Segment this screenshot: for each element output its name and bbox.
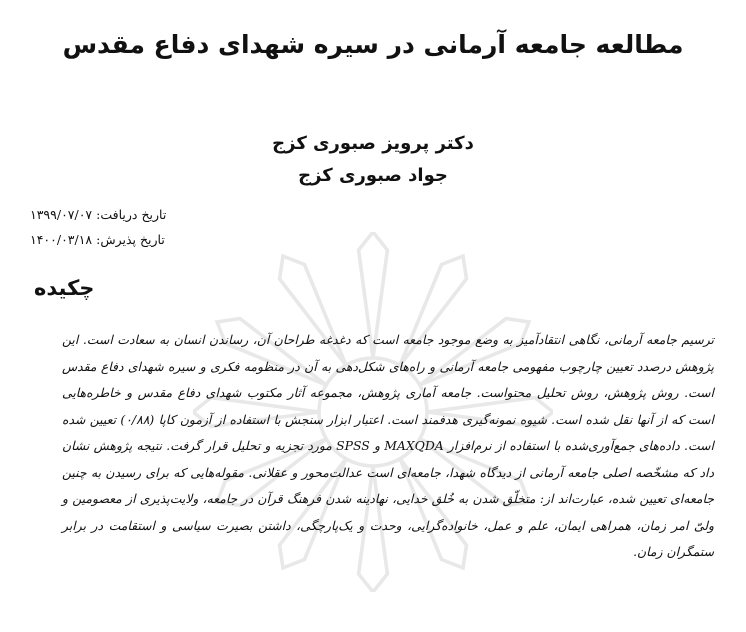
- paper-title: مطالعه جامعه آرمانی در سیره شهدای دفاع مقدس: [62, 30, 684, 59]
- abstract-text: ترسیم جامعه آرمانی، نگاهی انتقادآمیز به وضع موجود جامعه است که دغدغه طراحان آن، رساندن انسان به سعادت است. این پژوهش درصدد تعیین چارچوب مفهومی جامعه آرمانی و راه‌های شکل‌دهی به آن در منظومه فکری و سیره شهدای دفاع مقدس است. روش پژوهش، روش تحلیل محتواست. جامعه آماری پژوهش، مجموعه آثار مکتوب شهدای دفاع مقدس و خاطره‌هایی است که از آنها نقل شده است. شیوه نمونه‌گیری هدفمند است. اعتبار ابزار سنجش با استفاده از آزمون کاپا (۰/۸۸) تعیین شده است. داده‌های جمع‌آوری‌شده با استفاده از نرم‌افزار MAXQDA و SPSS مورد تجزیه و تحلیل قرار گرفت. نتیجه پژوهش نشان داد که مشخّصه اصلی جامعه آرمانی از دیدگاه شهدا، جامعه‌ای است عدالت‌محور و عقلانی. مقوله‌هایی که برای رسیدن به چنین جامعه‌ای تعیین شده، عبارت‌اند از: متخلّق شدن به خُلق خدایی، نهادینه شدن فرهنگ قرآن در جامعه، ولایت‌پذیری از معصومین و ولیّ امر زمان، همراهی ایمان، علم و عمل، خانواده‌گرایی، وحدت و یک‌پارچگی، داشتن بصیرت سیاسی و استقامت در برابر ستمگران زمان.: [62, 332, 714, 560]
- accepted-date: تاریخ پذیرش: ۱۴۰۰/۰۳/۱۸: [30, 232, 165, 247]
- abstract-heading: چکیده: [34, 276, 95, 300]
- author-2: جواد صبوری کزج: [298, 165, 448, 186]
- author-1: دکتر پرویز صبوری کزج: [272, 133, 474, 154]
- received-date: تاریخ دریافت: ۱۳۹۹/۰۷/۰۷: [30, 207, 167, 222]
